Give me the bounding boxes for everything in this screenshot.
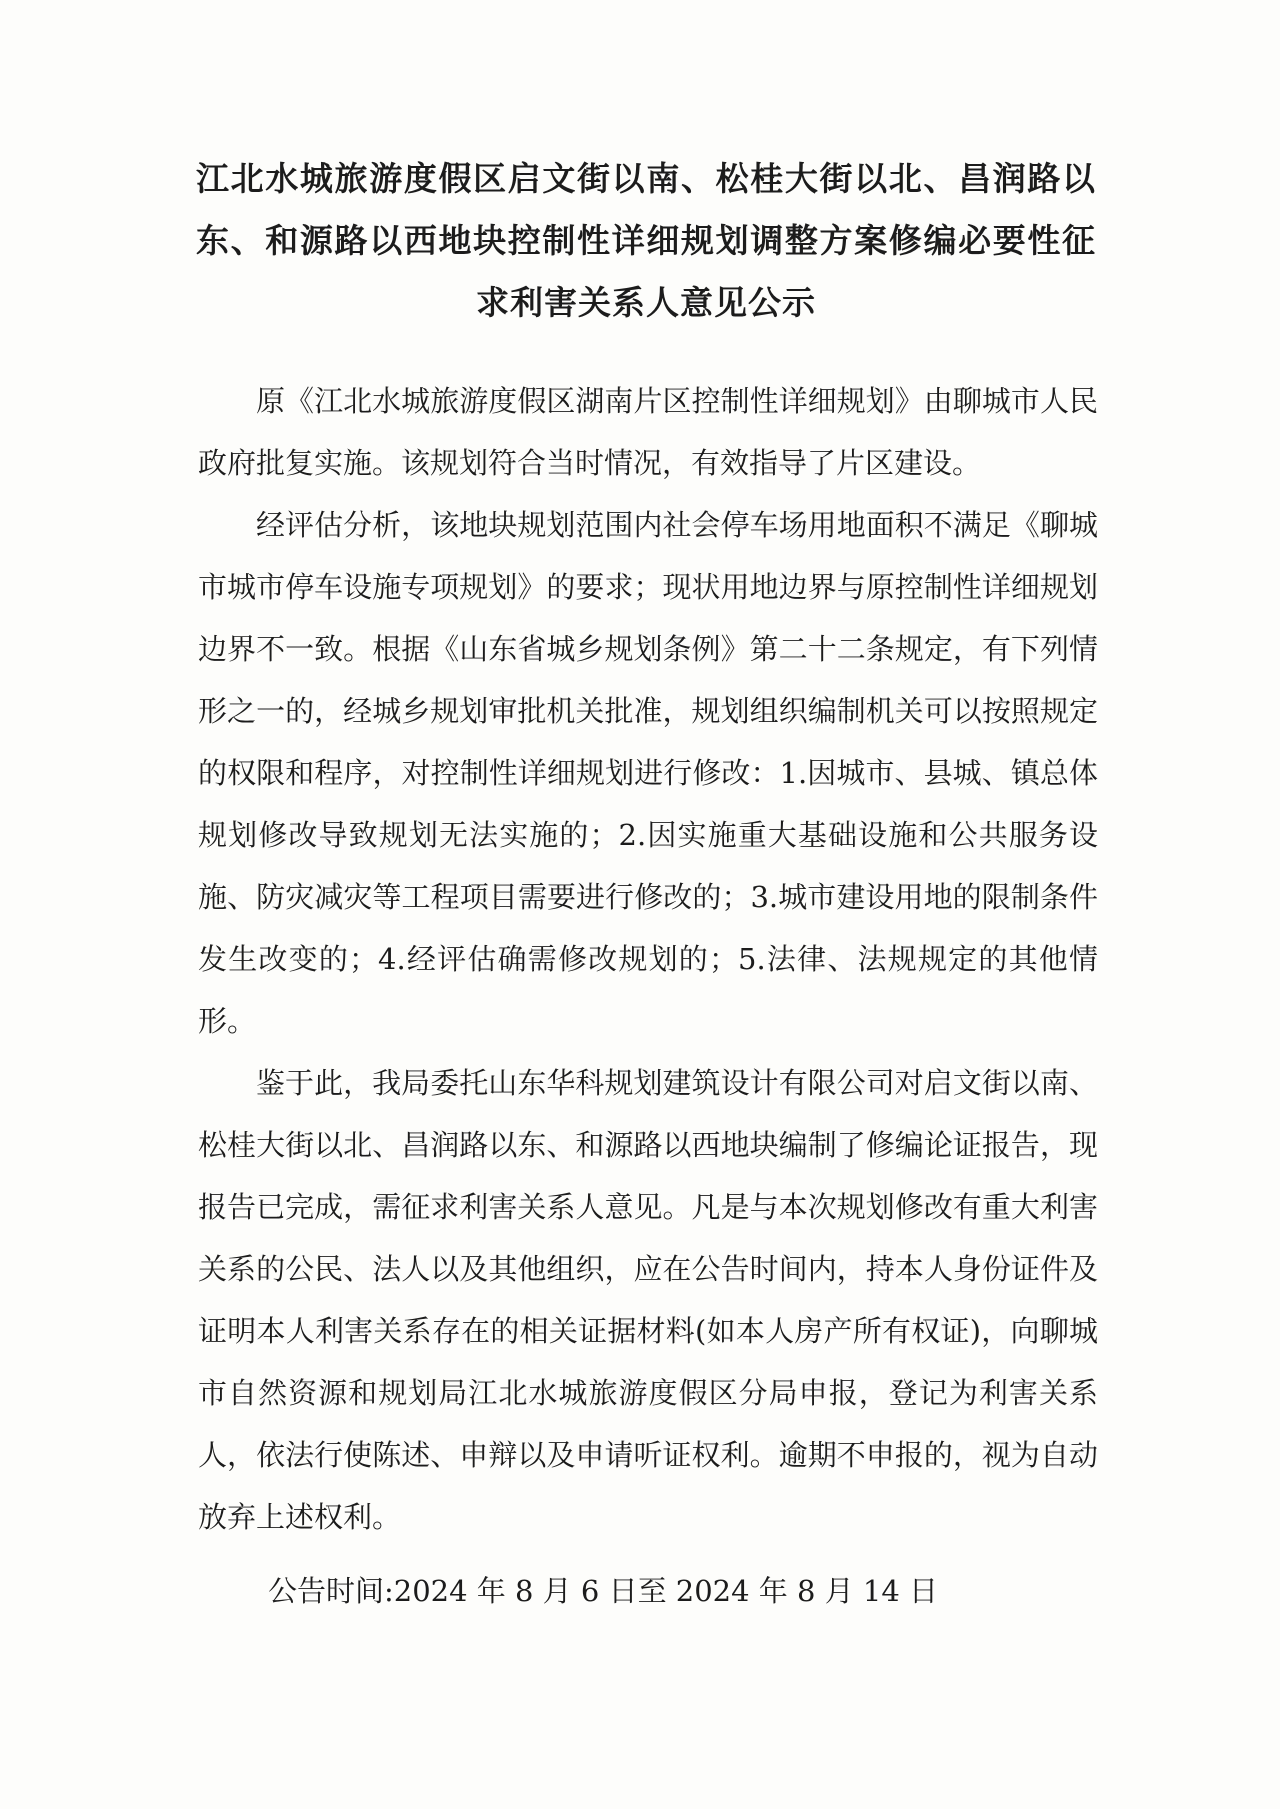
paragraph-notice: 鉴于此，我局委托山东华科规划建筑设计有限公司对启文街以南、松桂大街以北、昌润路以东、和源路以西地块编制了修编论证报告，现报告已完成，需征求利害关系人意见。凡是与本次规划修改有重大利害关系的公民、法人以及其他组织，应在公告时间内，持本人身份证件及证明本人利害关系存在的相关证据材料(如本人房产所有权证)，向聊城市自然资源和规划局江北水城旅游度假区分局申报，登记为利害关系人，依法行使陈述、申辩以及申请听证权利。逾期不申报的，视为自动放弃上述权利。 <box>198 1066 1098 1534</box>
notice-period: 公告时间:2024 年 8 月 6 日至 2024 年 8 月 14 日 <box>268 1574 939 1608</box>
document-title: 江北水城旅游度假区启文街以南、松桂大街以北、昌润路以东、和源路以西地块控制性详细规划调整方案修编必要性征求利害关系人意见公示 <box>196 159 1096 322</box>
paragraph-assessment: 经评估分析，该地块规划范围内社会停车场用地面积不满足《聊城市城市停车设施专项规划》的要求；现状用地边界与原控制性详细规划边界不一致。根据《山东省城乡规划条例》第二十二条规定，有下列情形之一的，经城乡规划审批机关批准，规划组织编制机关可以按照规定的权限和程序，对控制性详细规划进行修改：1.因城市、县城、镇总体规划修改导致规划无法实施的；2.因实施重大基础设施和公共服务设施、防灾减灾等工程项目需要进行修改的；3.城市建设用地的限制条件发生改变的；4.经评估确需修改规划的；5.法律、法规规定的其他情形。 <box>198 508 1098 1038</box>
document-body <box>198 370 1098 1548</box>
paragraph-background: 原《江北水城旅游度假区湖南片区控制性详细规划》由聊城市人民政府批复实施。该规划符合当时情况，有效指导了片区建设。 <box>198 384 1098 480</box>
